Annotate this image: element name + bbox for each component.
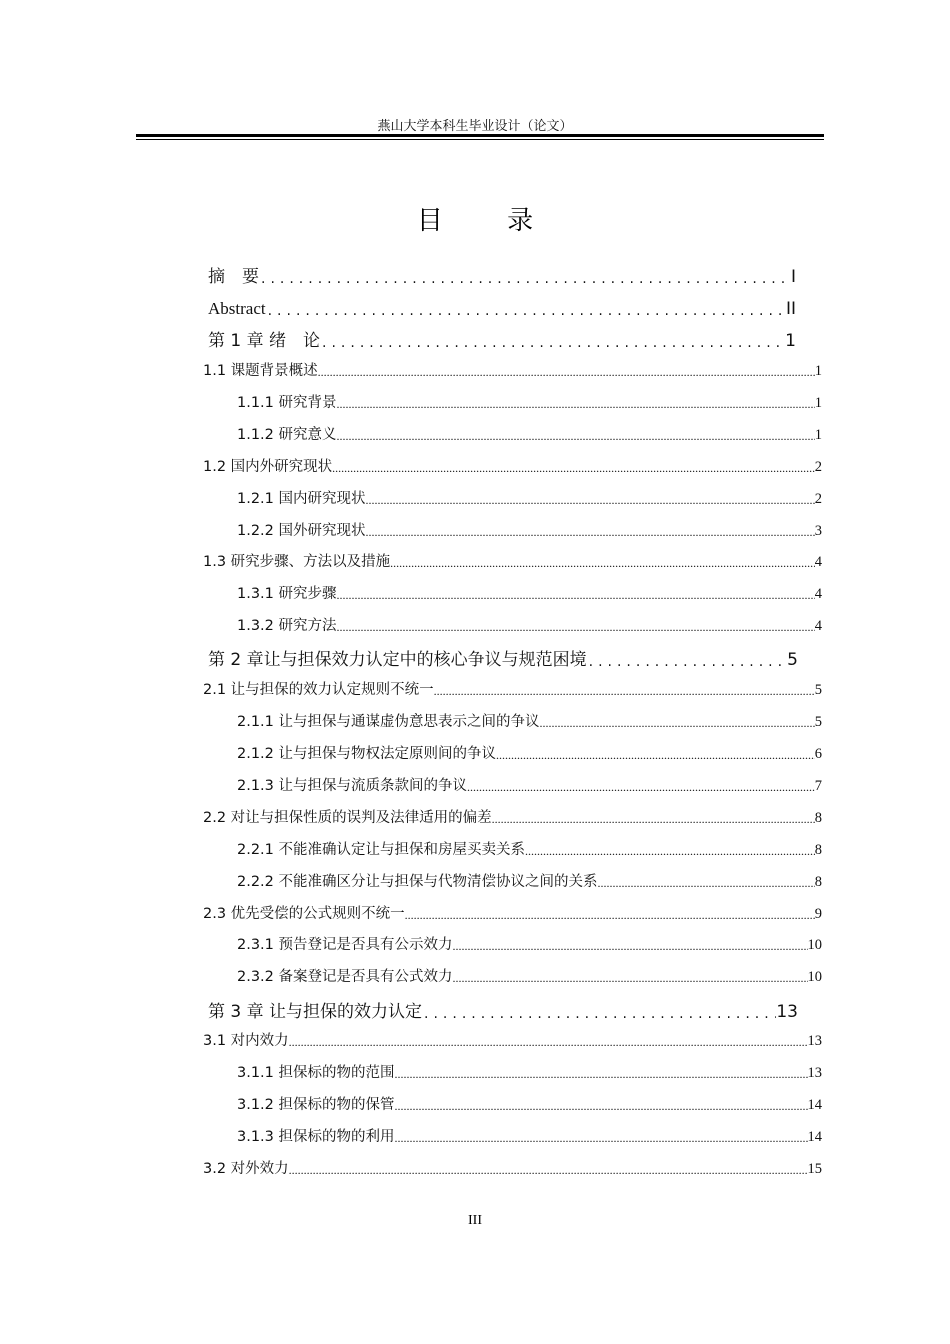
toc-entry-page: 10 <box>807 937 822 953</box>
dot-leader <box>320 335 785 351</box>
toc-entry-label: 3.2 对外效力 <box>203 1161 289 1177</box>
toc-entry-label: 1.1 课题背景概述 <box>203 363 318 379</box>
toc-entry-2-3[interactable] <box>203 903 822 923</box>
dot-leader <box>337 429 815 444</box>
toc-entry-page: ⅠⅠ <box>785 299 796 319</box>
dot-leader <box>390 556 815 571</box>
dot-leader <box>395 1099 808 1114</box>
toc-entry-2-3-1[interactable] <box>237 934 822 954</box>
toc-entry-label: 1.1.2 研究意义 <box>237 427 337 443</box>
toc-entry-page: 10 <box>807 969 822 985</box>
toc-entry-page: 8 <box>814 874 822 890</box>
toc-entry-page: 5 <box>814 714 822 730</box>
header-rule-thick <box>136 134 824 137</box>
toc-entry-3-1-1[interactable] <box>237 1062 822 1082</box>
dot-leader <box>366 493 815 508</box>
toc-entry-label: 3.1 对内效力 <box>203 1033 289 1049</box>
dot-leader <box>337 620 815 635</box>
dot-leader <box>492 812 815 827</box>
toc-entry-page: 14 <box>807 1097 822 1113</box>
running-header: 燕山大学本科生毕业设计（论文） <box>377 119 573 134</box>
toc-entry-page: 4 <box>814 618 822 634</box>
toc-entry-page: 3 <box>814 523 822 539</box>
dot-leader <box>587 654 788 670</box>
toc-entry-page: 1 <box>814 395 822 411</box>
toc-entry-label: 2.2 对让与担保性质的误判及法律适用的偏差 <box>203 810 492 826</box>
toc-title: 目 录 <box>416 206 562 236</box>
toc-entry-page: 6 <box>814 746 822 762</box>
dot-leader <box>434 684 815 699</box>
toc-entry-page: 4 <box>814 586 822 602</box>
toc-entry-page: 13 <box>807 1065 822 1081</box>
toc-entry-2-2[interactable] <box>203 807 822 827</box>
toc-entry-2-1-3[interactable] <box>237 775 822 795</box>
toc-entry-3-1-2[interactable] <box>237 1094 822 1114</box>
toc-entry-label: 1.3 研究步骤、方法以及措施 <box>203 554 391 570</box>
toc-entry-page: 2 <box>814 459 822 475</box>
toc-entry-3-1[interactable] <box>203 1030 822 1050</box>
toc-entry-page: 5 <box>814 682 822 698</box>
toc-entry-label: 2.3.1 预告登记是否具有公示效力 <box>237 937 453 953</box>
toc-entry-1-3-1[interactable] <box>237 583 822 603</box>
toc-entry-2-1-2[interactable] <box>237 743 822 763</box>
toc-entry-label: 2.2.1 不能准确认定让与担保和房屋买卖关系 <box>237 842 526 858</box>
toc-entry-page: 8 <box>814 842 822 858</box>
toc-entry-page: 13 <box>807 1033 822 1049</box>
dot-leader <box>259 271 791 287</box>
dot-leader <box>467 780 815 795</box>
toc-entry-1-1[interactable] <box>203 360 822 380</box>
toc-entry-label: 2.1.1 让与担保与通谋虚伪意思表示之间的争议 <box>237 714 540 730</box>
page-number: III <box>468 1213 482 1228</box>
toc-entry-page: 1 <box>814 363 822 379</box>
dot-leader <box>540 716 815 731</box>
toc-entry-chapter-3[interactable] <box>208 998 798 1022</box>
dot-leader <box>598 876 815 891</box>
toc-entry-page: 9 <box>814 906 822 922</box>
dot-leader <box>289 1035 808 1050</box>
toc-entry-label: 2.2.2 不能准确区分让与担保与代物清偿协议之间的关系 <box>237 874 598 890</box>
toc-entry-abstract[interactable] <box>208 295 796 319</box>
toc-entry-page: Ⅰ <box>790 267 796 287</box>
toc-entry-page: 1 <box>814 427 822 443</box>
toc-entry-label: 2.3 优先受偿的公式规则不统一 <box>203 906 405 922</box>
dot-leader <box>366 525 815 540</box>
toc-entry-chapter-2[interactable] <box>208 646 798 670</box>
toc-entry-1-1-2[interactable] <box>237 424 822 444</box>
toc-entry-1-3-2[interactable] <box>237 615 822 635</box>
toc-entry-page: 15 <box>807 1161 822 1177</box>
toc-entry-2-1-1[interactable] <box>237 711 822 731</box>
dot-leader <box>453 971 808 986</box>
toc-entry-2-3-2[interactable] <box>237 966 822 986</box>
toc-entry-page: 5 <box>787 650 798 670</box>
dot-leader <box>496 748 815 763</box>
dot-leader <box>395 1067 808 1082</box>
toc-entry-label: 第 1 章 绪 论 <box>208 331 321 351</box>
dot-leader <box>422 1006 776 1022</box>
toc-entry-label: 1.3.1 研究步骤 <box>237 586 337 602</box>
toc-entry-label: 摘 要 <box>208 267 259 287</box>
dot-leader <box>453 939 808 954</box>
dot-leader <box>337 397 815 412</box>
toc-entry-label: 3.1.1 担保标的物的范围 <box>237 1065 395 1081</box>
toc-entry-zhaiyao[interactable] <box>208 263 796 287</box>
dot-leader <box>332 461 815 476</box>
toc-entry-label: 1.2.1 国内研究现状 <box>237 491 366 507</box>
toc-entry-page: 13 <box>776 1002 798 1022</box>
header-rule-thin <box>136 139 824 140</box>
dot-leader <box>318 365 815 380</box>
toc-entry-page: 7 <box>814 778 822 794</box>
toc-entry-label: 第 3 章 让与担保的效力认定 <box>208 1002 423 1022</box>
toc-entry-page: 4 <box>814 554 822 570</box>
toc-entry-1-2-2[interactable] <box>237 520 822 540</box>
dot-leader <box>525 844 815 859</box>
toc-entry-3-2[interactable] <box>203 1158 822 1178</box>
dot-leader <box>395 1131 808 1146</box>
toc-entry-label: 第 2 章让与担保效力认定中的核心争议与规范困境 <box>208 650 587 670</box>
toc-entry-2-2-2[interactable] <box>237 871 822 891</box>
dot-leader <box>337 588 815 603</box>
toc-entry-1-2[interactable] <box>203 456 822 476</box>
toc-entry-label: 1.2 国内外研究现状 <box>203 459 333 475</box>
toc-entry-2-2-1[interactable] <box>237 839 822 859</box>
dot-leader <box>289 1163 808 1178</box>
toc-entry-label: 3.1.2 担保标的物的保管 <box>237 1097 395 1113</box>
toc-entry-1-1-1[interactable] <box>237 392 822 412</box>
dot-leader <box>405 908 815 923</box>
toc-entry-2-1[interactable] <box>203 679 822 699</box>
toc-entry-1-3[interactable] <box>203 551 822 571</box>
toc-entry-label: 1.1.1 研究背景 <box>237 395 337 411</box>
toc-entry-page: 1 <box>785 331 796 351</box>
toc-entry-label: 2.1.2 让与担保与物权法定原则间的争议 <box>237 746 497 762</box>
toc-entry-label: 2.3.2 备案登记是否具有公式效力 <box>237 969 453 985</box>
toc-entry-1-2-1[interactable] <box>237 488 822 508</box>
toc-entry-page: 8 <box>814 810 822 826</box>
toc-entry-page: 14 <box>807 1129 822 1145</box>
toc-entry-label: 2.1 让与担保的效力认定规则不统一 <box>203 682 434 698</box>
dot-leader <box>266 303 786 319</box>
toc-entry-label: 2.1.3 让与担保与流质条款间的争议 <box>237 778 468 794</box>
toc-entry-3-1-3[interactable] <box>237 1126 822 1146</box>
toc-entry-label: 1.2.2 国外研究现状 <box>237 523 366 539</box>
toc-entry-label: 1.3.2 研究方法 <box>237 618 337 634</box>
toc-entry-chapter-1[interactable] <box>208 327 796 351</box>
toc-entry-label: 3.1.3 担保标的物的利用 <box>237 1129 395 1145</box>
toc-entry-page: 2 <box>814 491 822 507</box>
toc-entry-label: Abstract <box>208 299 266 318</box>
